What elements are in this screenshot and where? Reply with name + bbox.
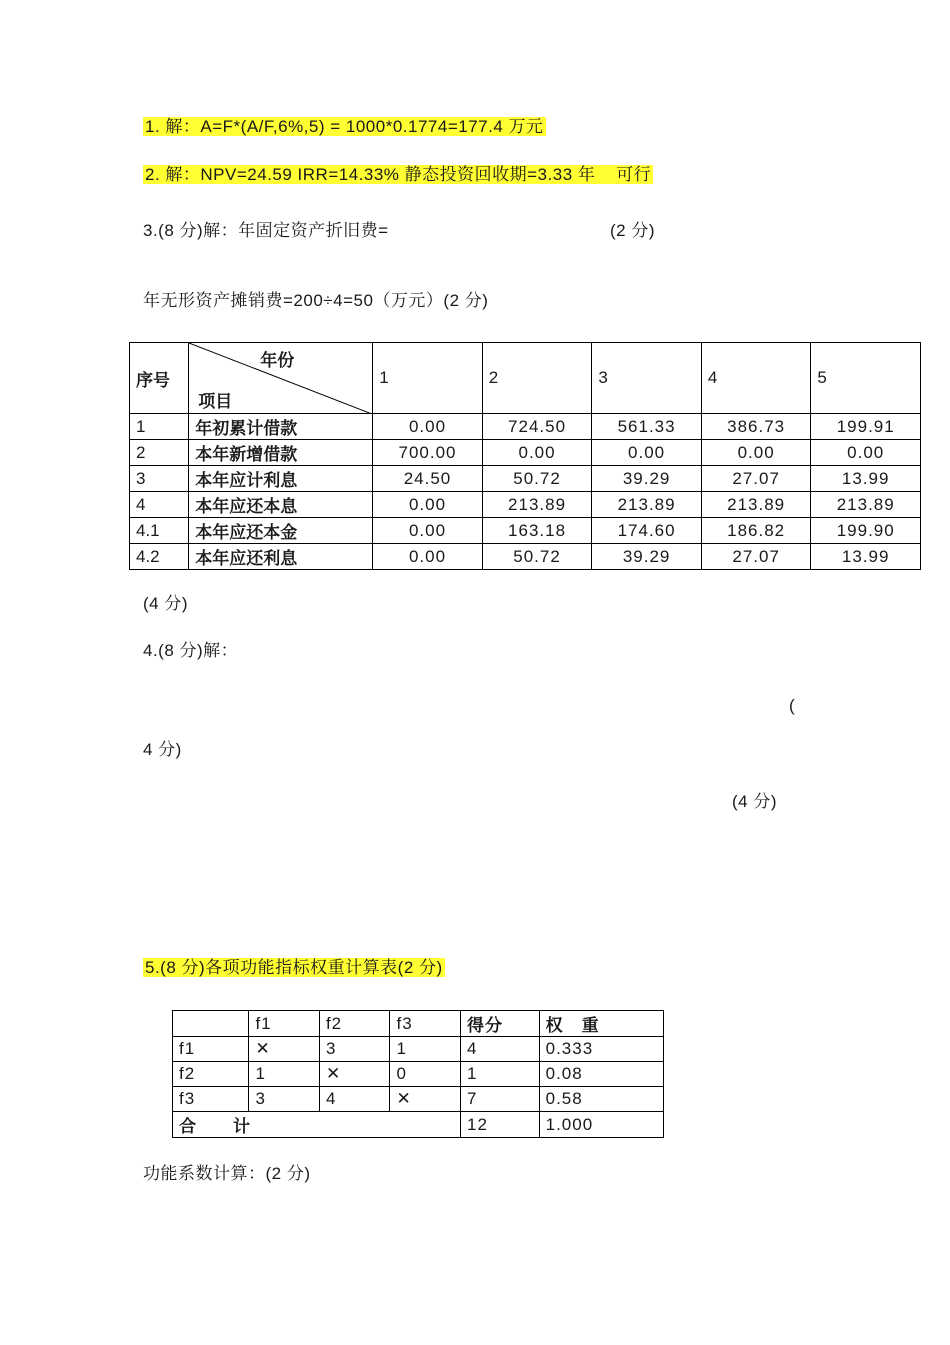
answer-1: 1. 解：A=F*(A/F,6%,5) = 1000*0.1774=177.4 万元 [145, 117, 544, 136]
answer-3-amortization: 年无形资产摊销费=200÷4=50（万元）(2 分) [143, 291, 489, 310]
row-no: 1 [130, 414, 189, 440]
cell: ✕ [249, 1037, 320, 1062]
cell: 386.73 [701, 414, 811, 440]
row-item: 本年应还利息 [189, 544, 373, 570]
cell: 213.89 [701, 492, 811, 518]
row-no: 4.1 [130, 518, 189, 544]
header-cell: 得分 [460, 1011, 539, 1037]
answer-2: 2. 解：NPV=24.59 IRR=14.33% 静态投资回收期=3.33 年 可行 [145, 165, 652, 184]
function-coefficient: 功能系数计算：(2 分) [143, 1164, 311, 1183]
cell: 13.99 [811, 544, 921, 570]
header-year-4: 4 [701, 343, 811, 414]
cell: 39.29 [592, 544, 702, 570]
cell: 213.89 [811, 492, 921, 518]
cell: 163.18 [482, 518, 592, 544]
header-cell: 权 重 [539, 1011, 663, 1037]
cell: 0 [390, 1062, 461, 1087]
cell: 13.99 [811, 466, 921, 492]
cell: 4 [460, 1037, 539, 1062]
cell: 186.82 [701, 518, 811, 544]
header-year-5: 5 [811, 343, 921, 414]
cell: 50.72 [482, 544, 592, 570]
total-label: 合 计 [173, 1112, 461, 1138]
row-item: 年初累计借款 [189, 414, 373, 440]
cell: ✕ [390, 1087, 461, 1112]
weight-table [172, 1010, 664, 1138]
cell: 724.50 [482, 414, 592, 440]
cell: 0.00 [811, 440, 921, 466]
table-row [130, 518, 921, 544]
row-item: 本年新增借款 [189, 440, 373, 466]
cell: f2 [173, 1062, 249, 1087]
answer-3-score: (2 分) [610, 221, 655, 240]
header-diagonal-cell [189, 343, 373, 414]
table-row [130, 414, 921, 440]
row-item: 本年应还本金 [189, 518, 373, 544]
cell: 7 [460, 1087, 539, 1112]
header-cell: f2 [319, 1011, 390, 1037]
total-score: 12 [460, 1112, 539, 1138]
paren-open: ( [789, 696, 796, 715]
table-row [130, 544, 921, 570]
answer-4: 4.(8 分)解： [143, 641, 239, 660]
cell: 0.00 [373, 414, 483, 440]
table-row [173, 1062, 664, 1087]
header-cell: f1 [249, 1011, 320, 1037]
row-item: 本年应还本息 [189, 492, 373, 518]
header-cell: f3 [390, 1011, 461, 1037]
total-weight: 1.000 [539, 1112, 663, 1138]
cell: f1 [173, 1037, 249, 1062]
cell: 0.00 [373, 518, 483, 544]
table-row [130, 440, 921, 466]
cell: 50.72 [482, 466, 592, 492]
cell: 0.00 [373, 544, 483, 570]
row-no: 2 [130, 440, 189, 466]
header-year-1: 1 [373, 343, 483, 414]
header-item: 项目 [198, 392, 233, 411]
cell: 213.89 [482, 492, 592, 518]
score-note-right: (4 分) [732, 792, 777, 811]
cell: f3 [173, 1087, 249, 1112]
table-header-row [130, 343, 921, 414]
header-no: 序号 [130, 343, 189, 414]
header-cell [173, 1011, 249, 1037]
cell: 561.33 [592, 414, 702, 440]
cell: 700.00 [373, 440, 483, 466]
answer-5: 5.(8 分)各项功能指标权重计算表(2 分) [145, 958, 443, 977]
table-row [130, 492, 921, 518]
table-row [173, 1037, 664, 1062]
row-no: 3 [130, 466, 189, 492]
cell: 0.00 [701, 440, 811, 466]
header-year-2: 2 [482, 343, 592, 414]
loan-repayment-table [129, 342, 921, 570]
cell: 4 [319, 1087, 390, 1112]
cell: 199.90 [811, 518, 921, 544]
cell: 213.89 [592, 492, 702, 518]
cell: 0.00 [373, 492, 483, 518]
cell: 24.50 [373, 466, 483, 492]
row-no: 4 [130, 492, 189, 518]
cell: 0.00 [592, 440, 702, 466]
cell: 1 [460, 1062, 539, 1087]
cell: 0.08 [539, 1062, 663, 1087]
answer-3-depreciation: 3.(8 分)解：年固定资产折旧费= [143, 221, 389, 240]
cell: 39.29 [592, 466, 702, 492]
header-year-3: 3 [592, 343, 702, 414]
cell: 3 [319, 1037, 390, 1062]
cell: 1 [390, 1037, 461, 1062]
cell: 1 [249, 1062, 320, 1087]
cell: 199.91 [811, 414, 921, 440]
cell: 0.58 [539, 1087, 663, 1112]
header-year: 年份 [260, 351, 295, 370]
table-row [130, 466, 921, 492]
cell: 3 [249, 1087, 320, 1112]
table-total-row [173, 1112, 664, 1138]
cell: 27.07 [701, 466, 811, 492]
table-row [173, 1087, 664, 1112]
cell: 0.333 [539, 1037, 663, 1062]
row-no: 4.2 [130, 544, 189, 570]
cell: ✕ [319, 1062, 390, 1087]
table-header-row [173, 1011, 664, 1037]
score-note: (4 分) [143, 594, 188, 613]
cell: 0.00 [482, 440, 592, 466]
row-item: 本年应计利息 [189, 466, 373, 492]
score-note-wrap: 4 分) [143, 740, 182, 759]
cell: 27.07 [701, 544, 811, 570]
cell: 174.60 [592, 518, 702, 544]
